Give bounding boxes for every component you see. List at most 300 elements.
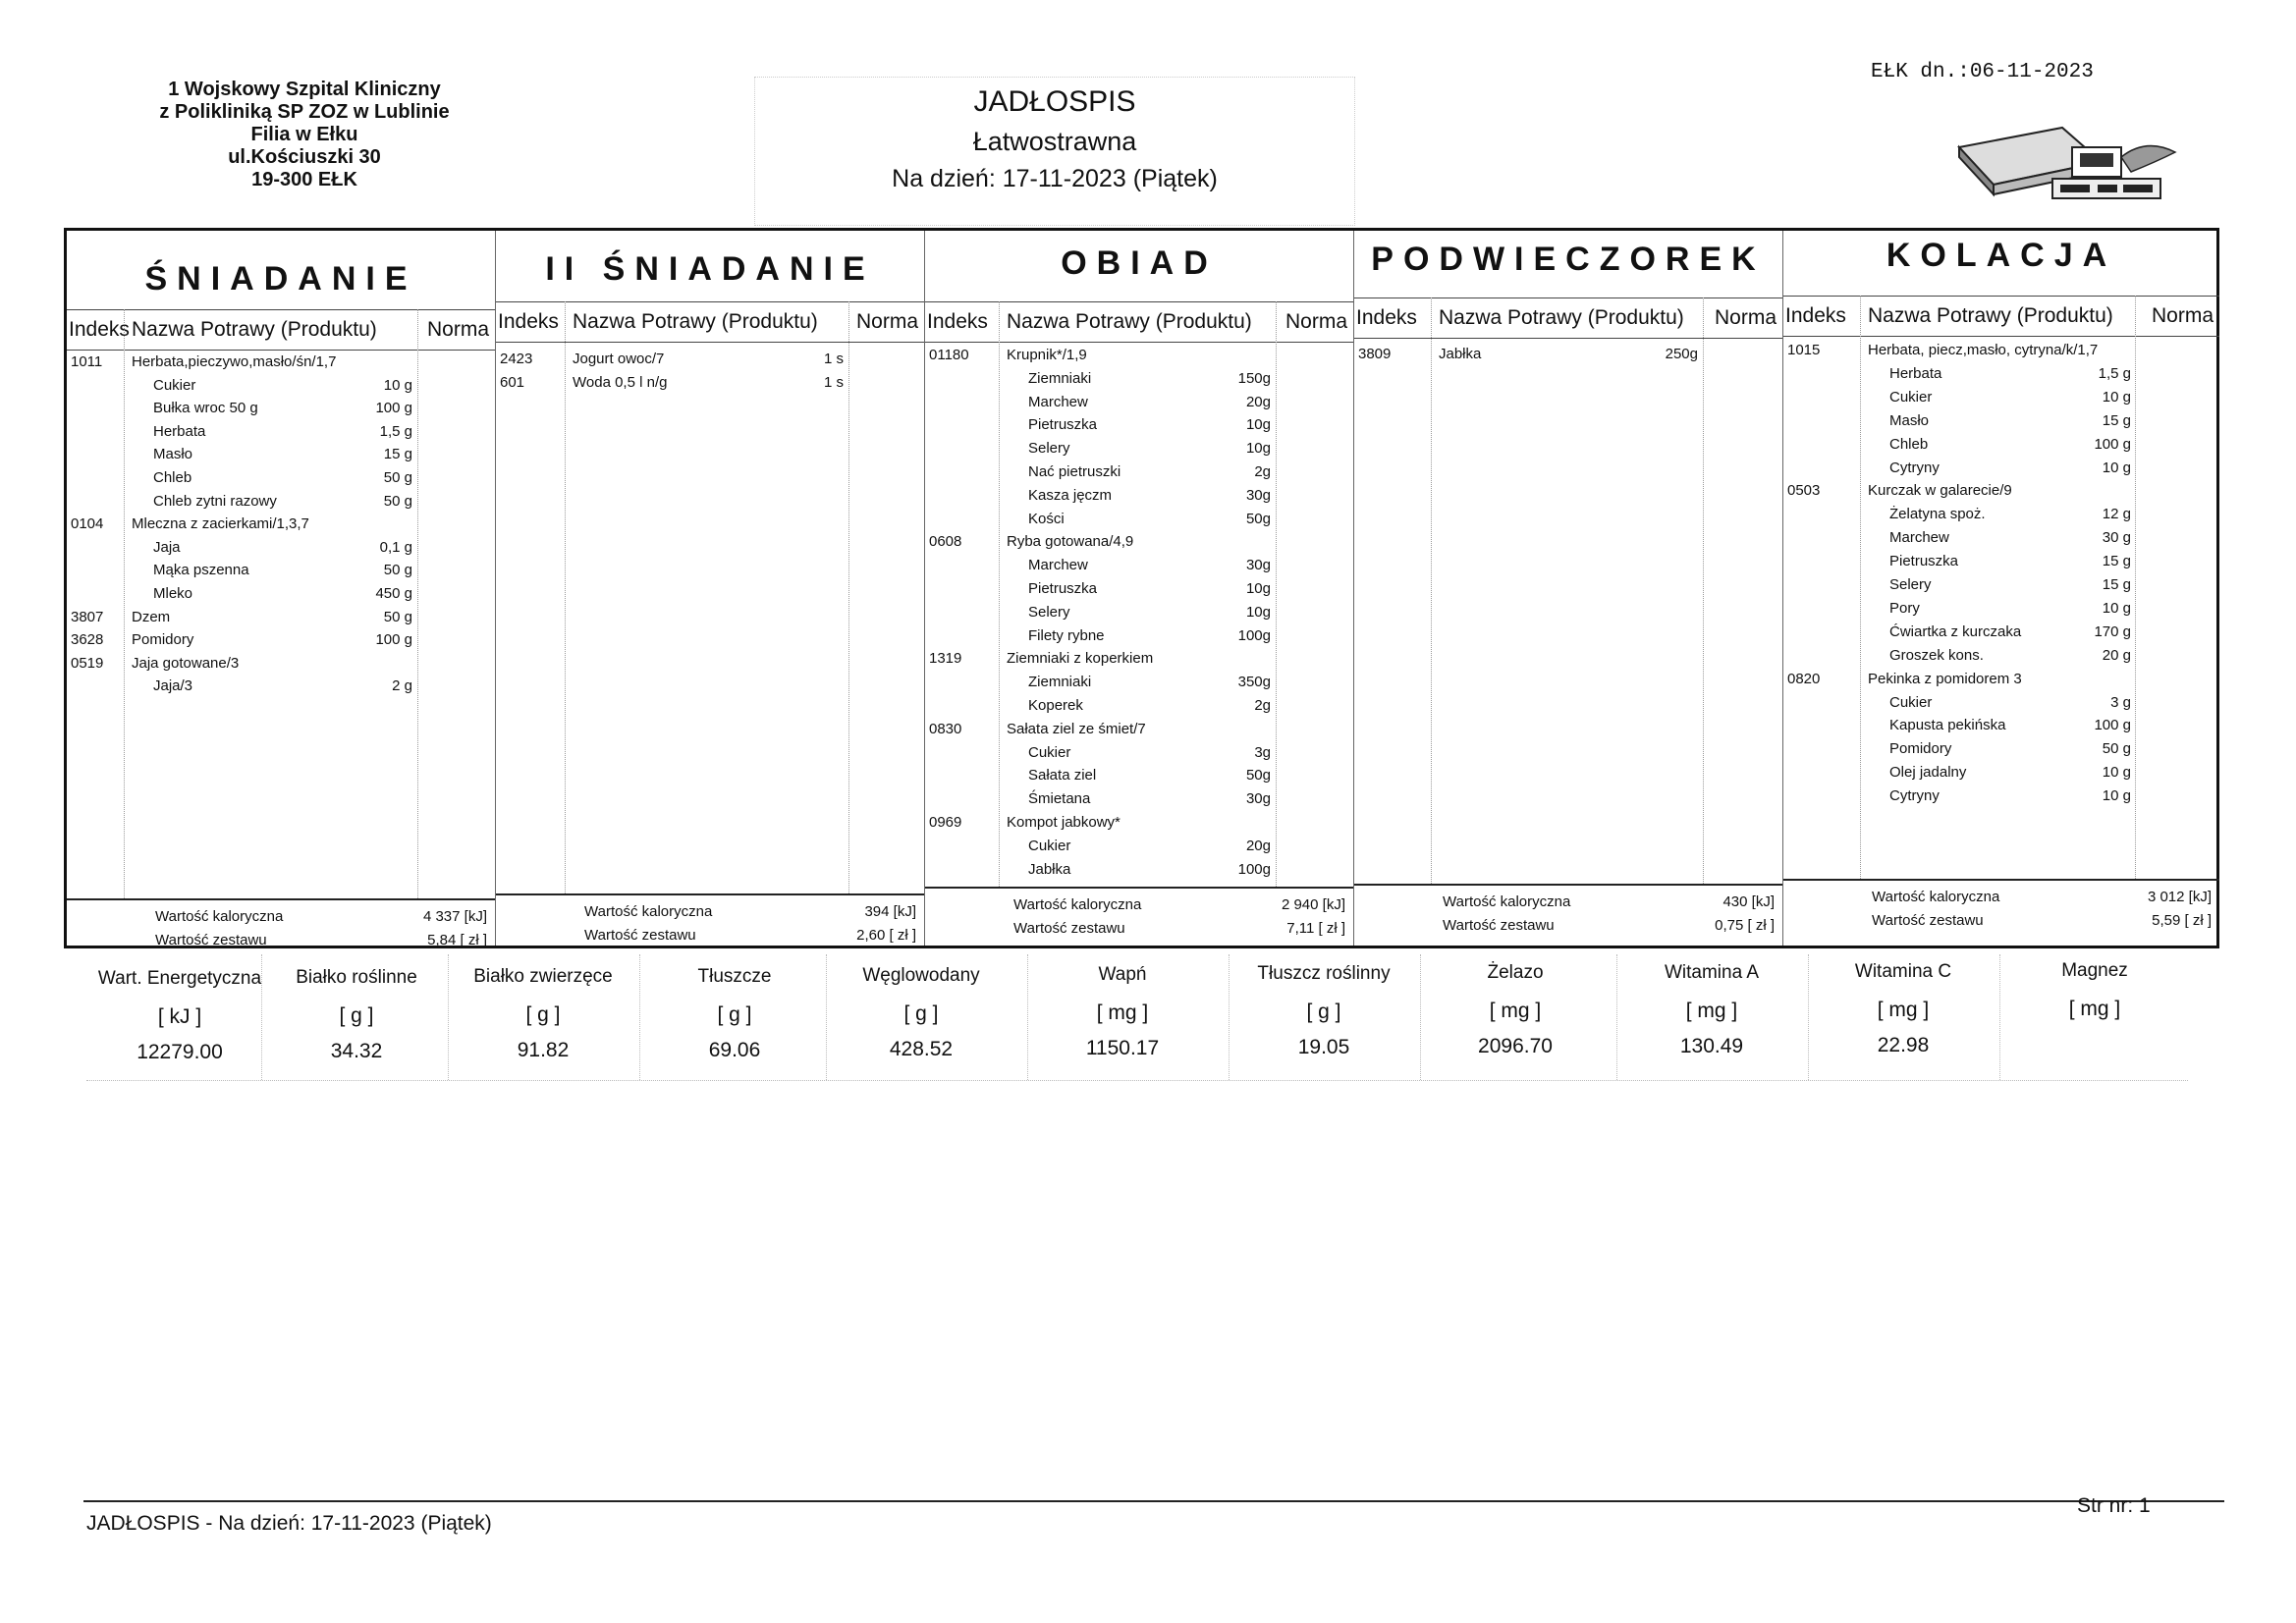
row-name: Pietruszka: [1028, 416, 1098, 434]
table-row: [1783, 553, 2219, 576]
row-name: Ćwiartka z kurczaka: [1889, 622, 2022, 640]
table-row: [925, 861, 1353, 885]
table-row: [925, 650, 1353, 674]
nutrient-label: Tłuszcze: [697, 965, 772, 987]
nutrient-label: Witamina C: [1854, 960, 1952, 982]
header-index: Indeks: [927, 310, 988, 333]
row-name: Kości: [1028, 510, 1065, 527]
row-name: Kasza jęczm: [1028, 486, 1113, 504]
hospital-line: 1 Wojskowy Szpital Kliniczny: [168, 79, 441, 100]
row-name: Pietruszka: [1028, 580, 1098, 597]
row-name: Herbata,pieczywo,masło/śn/1,7: [132, 353, 337, 370]
row-index: 3628: [71, 631, 104, 649]
row-norm: 15 g: [2102, 576, 2131, 593]
table-row: [67, 515, 495, 539]
row-norm: 20 g: [2102, 646, 2131, 664]
row-norm: 1,5 g: [379, 422, 412, 440]
table-row: [67, 446, 495, 469]
header-norm: Norma: [1285, 310, 1347, 333]
title-box: [754, 77, 1355, 226]
column-header: [925, 301, 1353, 343]
row-norm: 100 g: [375, 631, 412, 649]
row-norm: 10 g: [383, 376, 412, 394]
nutrient-label: Węglowodany: [862, 964, 980, 986]
row-norm: 50 g: [383, 492, 412, 510]
page-title: JADŁOSPIS: [973, 85, 1136, 118]
table-row: [925, 604, 1353, 627]
kcal-label: Wartość kaloryczna: [1443, 893, 1571, 910]
table-row: [1783, 529, 2219, 553]
table-row: [925, 790, 1353, 814]
nutrient-column: [263, 967, 450, 1063]
meal-summary: [496, 893, 924, 947]
cost-value: 5,84 [ zł ]: [427, 932, 487, 948]
row-name: Ziemniaki: [1028, 369, 1092, 387]
header-name: Nazwa Potrawy (Produktu): [573, 310, 818, 333]
row-index: 3809: [1358, 346, 1392, 362]
row-norm: 50g: [1245, 510, 1271, 527]
nutrient-divider: [1616, 954, 1617, 1080]
kcal-label: Wartość kaloryczna: [155, 908, 284, 925]
row-norm: 1,5 g: [2098, 364, 2131, 382]
header-index: Indeks: [69, 318, 130, 341]
kcal-label: Wartość kaloryczna: [1872, 889, 2000, 905]
row-norm: 250g: [1665, 346, 1698, 362]
header-name: Nazwa Potrawy (Produktu): [1007, 310, 1252, 333]
row-index: 0608: [929, 533, 962, 551]
meal-summary: [925, 887, 1353, 947]
cost-label: Wartość zestawu: [584, 927, 696, 944]
cost-value: 2,60 [ zł ]: [856, 927, 916, 944]
header-index: Indeks: [498, 310, 559, 333]
table-row: [67, 585, 495, 609]
table-row: [1783, 787, 2219, 811]
table-row: [67, 353, 495, 377]
row-name: Olej jadalny: [1889, 764, 1967, 782]
table-row: [67, 400, 495, 423]
nutrient-value: 12279.00: [137, 1041, 223, 1063]
kcal-value: 394 [kJ]: [864, 903, 916, 920]
row-norm: 10 g: [2102, 787, 2131, 805]
meal-title: PODWIECZOREK: [1371, 241, 1766, 278]
row-name: Cukier: [153, 376, 196, 394]
row-name: Masło: [1889, 411, 1930, 429]
row-name: Pekinka z pomidorem 3: [1868, 670, 2022, 687]
row-name: Herbata: [153, 422, 206, 440]
row-name: Jabłka: [1439, 346, 1482, 362]
kcal-value: 3 012 [kJ]: [2147, 889, 2212, 905]
row-name: Cukier: [1028, 743, 1071, 761]
row-index: 2423: [500, 351, 533, 367]
footer-title: JADŁOSPIS - Na dzień: 17-11-2023 (Piątek): [86, 1512, 492, 1535]
table-row: [1783, 764, 2219, 787]
row-norm: 12 g: [2102, 506, 2131, 523]
table-row: [67, 377, 495, 401]
nutrient-column: [1422, 962, 1609, 1058]
row-name: Selery: [1889, 576, 1932, 593]
hospital-line: Filia w Ełku: [250, 124, 358, 145]
kcal-value: 4 337 [kJ]: [422, 908, 487, 925]
nutrient-label: Wapń: [1098, 964, 1147, 985]
table-row: [496, 351, 924, 374]
nutrient-divider: [1420, 954, 1421, 1080]
row-name: Woda 0,5 l n/g: [573, 374, 668, 391]
table-row: [67, 631, 495, 655]
row-name: Cytryny: [1889, 459, 1940, 476]
nutrient-unit: [ mg ]: [2068, 998, 2121, 1020]
row-name: Kompot jabkowy*: [1007, 814, 1121, 831]
nutrient-divider: [1808, 954, 1809, 1080]
row-index: 0969: [929, 814, 962, 831]
column-divider: [1431, 298, 1432, 884]
nutrition-summary: [86, 954, 2188, 1082]
row-index: 0830: [929, 720, 962, 737]
table-row: [925, 674, 1353, 697]
nutrient-column: [1618, 962, 1805, 1058]
table-row: [67, 423, 495, 447]
meal-summary: [1354, 884, 1782, 947]
row-norm: 30g: [1245, 790, 1271, 808]
row-norm: 350g: [1237, 674, 1271, 691]
cost-label: Wartość zestawu: [1443, 917, 1555, 934]
table-row: [67, 539, 495, 563]
nutrient-column: [641, 966, 828, 1062]
nutrient-divider: [639, 954, 640, 1080]
row-norm: 10 g: [2102, 388, 2131, 406]
row-name: Chleb: [153, 469, 192, 486]
row-name: Marchew: [1889, 529, 1949, 547]
table-row: [925, 440, 1353, 463]
nutrient-column: [1810, 961, 1996, 1057]
column-divider: [1703, 298, 1704, 884]
row-norm: 10g: [1245, 416, 1271, 434]
table-row: [925, 463, 1353, 487]
diet-name: Łatwostrawna: [972, 127, 1137, 156]
row-name: Selery: [1028, 603, 1070, 621]
meal-title: ŚNIADANIE: [144, 260, 417, 298]
nutrient-column: [1029, 964, 1216, 1060]
nutrient-divider: [261, 954, 262, 1080]
nutrient-label: Białko zwierzęce: [473, 966, 613, 988]
table-row: [67, 469, 495, 493]
table-row: [925, 627, 1353, 651]
row-index: 0519: [71, 654, 104, 672]
row-name: Cytryny: [1889, 787, 1940, 805]
row-name: Nać pietruszki: [1028, 463, 1121, 480]
nutrient-label: Żelazo: [1487, 962, 1544, 984]
column-header: [1354, 298, 1782, 339]
row-norm: 50 g: [383, 469, 412, 486]
table-row: [67, 493, 495, 516]
row-name: Chleb: [1889, 435, 1929, 453]
row-norm: 2g: [1254, 463, 1271, 480]
nutrient-value: 1150.17: [1085, 1037, 1160, 1059]
row-name: Groszek kons.: [1889, 646, 1984, 664]
table-row: [1783, 342, 2219, 365]
row-name: Żelatyna spoż.: [1889, 506, 1986, 523]
column-header: [67, 309, 495, 351]
menu-date: Na dzień: 17-11-2023 (Piątek): [892, 165, 1218, 192]
row-name: Marchew: [1028, 393, 1088, 410]
hospital-line: z Polikliniką SP ZOZ w Lublinie: [159, 101, 450, 123]
row-norm: 15 g: [2102, 411, 2131, 429]
nutrient-column: [828, 965, 1014, 1061]
table-row: [1783, 365, 2219, 389]
row-norm: 100g: [1237, 626, 1271, 644]
row-index: 0503: [1787, 482, 1821, 500]
row-norm: 20g: [1245, 837, 1271, 854]
row-name: Mleczna z zacierkami/1,3,7: [132, 515, 309, 533]
row-norm: 30g: [1245, 557, 1271, 574]
table-row: [1783, 671, 2219, 694]
nutrient-column: [86, 968, 273, 1064]
table-row: [1783, 623, 2219, 647]
table-row: [925, 557, 1353, 580]
nutrient-unit: [ kJ ]: [157, 1005, 202, 1028]
header-name: Nazwa Potrawy (Produktu): [132, 318, 377, 341]
row-norm: 100g: [1237, 860, 1271, 878]
kcal-label: Wartość kaloryczna: [584, 903, 713, 920]
row-norm: 50 g: [383, 562, 412, 579]
row-name: Ziemniaki: [1028, 674, 1092, 691]
table-row: [1783, 460, 2219, 483]
table-row: [1783, 600, 2219, 623]
table-row: [496, 374, 924, 398]
row-norm: 10g: [1245, 440, 1271, 458]
table-row: [1783, 389, 2219, 412]
row-norm: 50 g: [383, 608, 412, 625]
print-date: EŁK dn.:06-11-2023: [1871, 61, 2094, 83]
meal-summary: [1783, 879, 2219, 947]
row-name: Krupnik*/1,9: [1007, 347, 1087, 363]
table-row: [925, 511, 1353, 534]
row-index: 1015: [1787, 342, 1821, 358]
row-name: Mąka pszenna: [153, 562, 249, 579]
meal-title: KOLACJA: [1886, 237, 2117, 274]
row-name: Jaja/3: [153, 677, 193, 695]
row-norm: 20g: [1245, 393, 1271, 410]
row-name: Cukier: [1889, 693, 1933, 711]
row-norm: 2 g: [392, 677, 412, 695]
row-name: Selery: [1028, 440, 1070, 458]
table-row: [925, 744, 1353, 768]
row-name: Sałata ziel: [1028, 767, 1097, 784]
table-row: [1783, 436, 2219, 460]
row-name: Ryba gotowana/4,9: [1007, 533, 1134, 551]
row-norm: 30 g: [2102, 529, 2131, 547]
nutrient-value: 91.82: [517, 1039, 570, 1062]
table-row: [925, 394, 1353, 417]
row-name: Jaja gotowane/3: [132, 654, 240, 672]
row-name: Kapusta pekińska: [1889, 717, 2006, 734]
table-row: [1783, 576, 2219, 600]
nutrient-label: Tłuszcz roślinny: [1257, 963, 1391, 985]
row-name: Sałata ziel ze śmiet/7: [1007, 720, 1146, 737]
table-row: [1783, 482, 2219, 506]
cost-value: 0,75 [ zł ]: [1715, 917, 1775, 934]
nutrient-divider: [1027, 954, 1028, 1080]
nutrient-divider: [1229, 954, 1230, 1080]
row-norm: 450 g: [375, 585, 412, 602]
row-name: Marchew: [1028, 557, 1088, 574]
column-header: [496, 301, 924, 343]
row-norm: 3g: [1254, 743, 1271, 761]
meal-column: [1354, 231, 1783, 946]
row-index: 01180: [929, 347, 969, 363]
nutrient-divider: [448, 954, 449, 1080]
row-index: 3807: [71, 608, 104, 625]
header-norm: Norma: [855, 310, 918, 333]
row-norm: 0,1 g: [379, 538, 412, 556]
nutrient-value: 428.52: [889, 1037, 954, 1060]
table-row: [1783, 740, 2219, 764]
nutrient-column: [2001, 960, 2188, 1033]
table-row: [1783, 717, 2219, 740]
nutrient-value: 69.06: [708, 1038, 761, 1061]
table-row: [925, 721, 1353, 744]
nutrient-unit: [ g ]: [903, 1001, 939, 1025]
row-index: 0820: [1787, 670, 1821, 687]
row-name: Herbata, piecz,masło, cytryna/k/1,7: [1868, 342, 2099, 358]
row-name: Dzem: [132, 608, 171, 625]
table-row: [925, 814, 1353, 838]
meal-title: OBIAD: [1061, 244, 1218, 282]
row-name: Mleko: [153, 585, 193, 602]
row-name: Jabłka: [1028, 860, 1071, 878]
nutrient-label: Witamina A: [1664, 961, 1760, 983]
header-name: Nazwa Potrawy (Produktu): [1439, 306, 1684, 329]
row-name: Filety rybne: [1028, 626, 1105, 644]
header-norm: Norma: [2151, 304, 2214, 327]
nutrient-value: 130.49: [1679, 1034, 1744, 1057]
nutrient-unit: [ mg ]: [1096, 1001, 1149, 1024]
table-row: [1783, 694, 2219, 718]
row-index: 0104: [71, 515, 104, 533]
nutrient-label: Magnez: [2061, 960, 2128, 981]
nutrient-unit: [ mg ]: [1685, 999, 1738, 1022]
column-header: [1783, 296, 2219, 337]
row-norm: 50g: [1245, 767, 1271, 784]
table-row: [925, 533, 1353, 557]
row-name: Koperek: [1028, 697, 1083, 714]
table-row: [925, 838, 1353, 861]
kcal-label: Wartość kaloryczna: [1013, 896, 1142, 913]
meal-summary: [67, 898, 495, 947]
table-row: [1783, 647, 2219, 671]
nutrient-unit: [ g ]: [1306, 1001, 1341, 1024]
nutrient-divider: [826, 954, 827, 1080]
nutrient-unit: [ g ]: [339, 1004, 374, 1028]
nutrient-value: 2096.70: [1478, 1035, 1553, 1058]
nutrient-label: Białko roślinne: [296, 967, 417, 989]
meal-column: [1783, 231, 2219, 946]
table-row: [67, 562, 495, 585]
nutrient-unit: [ mg ]: [1489, 1000, 1542, 1023]
meals-table: [64, 228, 2219, 948]
meal-column: [925, 231, 1354, 946]
table-row: [1783, 412, 2219, 436]
row-norm: 10 g: [2102, 599, 2131, 617]
table-row: [925, 370, 1353, 394]
table-row: [1354, 346, 1782, 369]
header-norm: Norma: [426, 318, 489, 341]
row-norm: 10 g: [2102, 764, 2131, 782]
hospital-line: ul.Kościuszki 30: [228, 146, 381, 168]
book-scale-icon: [1954, 118, 2180, 206]
nutrient-label: Wart. Energetyczna: [97, 968, 262, 989]
row-norm: 170 g: [2094, 622, 2131, 640]
table-row: [925, 580, 1353, 604]
header-index: Indeks: [1785, 304, 1846, 327]
table-row: [67, 677, 495, 701]
row-index: 1319: [929, 650, 962, 668]
row-norm: 10g: [1245, 580, 1271, 597]
page-number: Str nr: 1: [2077, 1494, 2151, 1517]
header-norm: Norma: [1714, 306, 1777, 329]
table-row: [925, 767, 1353, 790]
row-name: Jaja: [153, 538, 181, 556]
row-norm: 150g: [1237, 369, 1271, 387]
row-name: Śmietana: [1028, 790, 1091, 808]
row-name: Cukier: [1889, 388, 1933, 406]
cost-value: 5,59 [ zł ]: [2152, 912, 2212, 929]
row-name: Pomidory: [1889, 740, 1952, 758]
nutrition-bottom-border: [86, 1080, 2188, 1081]
cost-label: Wartość zestawu: [1013, 920, 1125, 937]
table-row: [925, 416, 1353, 440]
meal-column: [496, 231, 925, 946]
nutrient-value: 19.05: [1297, 1036, 1350, 1059]
row-norm: 100 g: [2094, 435, 2131, 453]
meal-column: [67, 231, 496, 946]
table-row: [925, 697, 1353, 721]
row-norm: 10 g: [2102, 459, 2131, 476]
table-row: [925, 487, 1353, 511]
row-name: Chleb zytni razowy: [153, 492, 277, 510]
row-norm: 1 s: [823, 374, 844, 391]
row-norm: 100 g: [375, 400, 412, 417]
nutrient-value: 34.32: [330, 1040, 383, 1063]
row-name: Cukier: [1028, 837, 1071, 854]
hospital-address: [128, 79, 481, 191]
table-row: [67, 609, 495, 632]
row-name: Pory: [1889, 599, 1920, 617]
table-row: [925, 347, 1353, 370]
nutrient-column: [450, 966, 636, 1062]
row-norm: 50 g: [2102, 740, 2131, 758]
nutrient-unit: [ g ]: [525, 1003, 561, 1027]
row-name: Ziemniaki z koperkiem: [1007, 650, 1154, 668]
row-norm: 30g: [1245, 486, 1271, 504]
row-name: Bułka wroc 50 g: [153, 400, 258, 417]
row-norm: 1 s: [823, 351, 844, 367]
row-norm: 15 g: [2102, 553, 2131, 570]
cost-label: Wartość zestawu: [1872, 912, 1984, 929]
header-index: Indeks: [1356, 306, 1417, 329]
row-norm: 100 g: [2094, 717, 2131, 734]
kcal-value: 2 940 [kJ]: [1281, 896, 1345, 913]
nutrient-value: 22.98: [1877, 1033, 1930, 1056]
table-row: [67, 655, 495, 678]
cost-value: 7,11 [ zł ]: [1286, 920, 1345, 937]
row-index: 1011: [71, 353, 103, 370]
row-name: Pomidory: [132, 631, 194, 649]
nutrient-divider: [1999, 954, 2000, 1080]
row-name: Kurczak w galarecie/9: [1868, 482, 2012, 500]
row-norm: 2g: [1254, 697, 1271, 714]
meal-title: II ŚNIADANIE: [545, 250, 875, 288]
header-name: Nazwa Potrawy (Produktu): [1868, 304, 2113, 327]
